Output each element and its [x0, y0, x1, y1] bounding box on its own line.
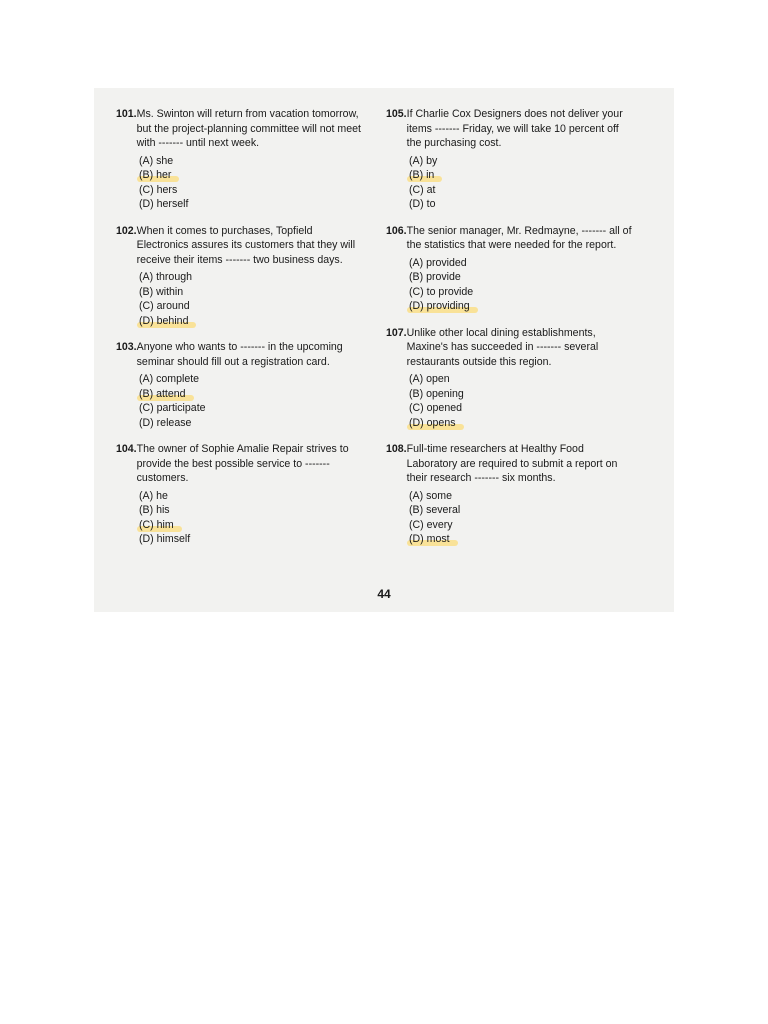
question-stem	[386, 224, 636, 253]
answer-option	[409, 256, 467, 271]
option-label: (B) his	[139, 504, 170, 516]
question-text: The owner of Sophie Amalie Repair strives to provide the best possible service to ------- customers.	[136, 443, 349, 484]
question-item	[116, 442, 364, 547]
option-label: (A) by	[409, 154, 438, 167]
answer-option	[409, 270, 461, 285]
option-label: (D) release	[139, 416, 192, 429]
option-label: (B) her	[139, 169, 172, 181]
answer-option-highlighted	[409, 416, 456, 431]
right-question-column	[386, 107, 636, 559]
answer-option	[139, 183, 177, 198]
option-label: (A) some	[409, 489, 452, 502]
question-stem	[116, 107, 364, 151]
option-label: (C) opened	[409, 402, 462, 414]
option-label: (D) most	[409, 533, 450, 545]
answer-option	[409, 387, 464, 402]
answer-option	[139, 416, 191, 431]
question-item	[386, 107, 636, 212]
option-label: (D) behind	[139, 314, 189, 327]
answer-option	[139, 154, 173, 169]
answer-options	[386, 489, 636, 547]
answer-option	[409, 285, 473, 300]
answer-options	[386, 256, 636, 314]
question-item	[386, 442, 636, 547]
question-stem	[386, 107, 636, 151]
answer-option-highlighted	[409, 532, 450, 547]
answer-options	[116, 154, 364, 212]
left-question-column	[116, 107, 364, 559]
option-label: (D) providing	[409, 300, 470, 312]
option-label: (B) provide	[409, 271, 461, 283]
question-stem	[116, 340, 364, 369]
answer-option	[139, 489, 168, 504]
question-text: Ms. Swinton will return from vacation tomorrow, but the project-planning committee will not meet with ------- until next week.	[136, 108, 361, 149]
answer-option	[409, 489, 452, 504]
question-number: 103.	[116, 341, 137, 353]
answer-options	[386, 154, 636, 212]
answer-option	[139, 503, 170, 518]
answer-option	[139, 270, 192, 285]
question-stem	[386, 326, 636, 370]
option-label: (D) herself	[139, 198, 189, 210]
option-label: (B) within	[139, 285, 184, 298]
question-text: When it comes to purchases, Topfield Electronics assures its customers that they will receive their items ------- two business days.	[136, 224, 356, 266]
question-text: Full-time researchers at Healthy Food Laboratory are required to submit a report on their research ------- six months.	[406, 443, 618, 484]
question-stem	[116, 224, 364, 268]
answer-option-highlighted	[139, 518, 174, 533]
option-label: (D) to	[409, 198, 436, 210]
question-stem	[116, 442, 364, 486]
question-number: 104.	[116, 443, 137, 455]
option-label: (C) at	[409, 183, 436, 196]
answer-option	[139, 401, 206, 416]
answer-option	[409, 503, 460, 518]
question-item	[116, 224, 364, 329]
answer-option	[139, 372, 199, 387]
question-text: Anyone who wants to ------- in the upcoming seminar should fill out a registration card.	[136, 341, 343, 368]
question-number: 107.	[386, 326, 407, 339]
answer-option-highlighted	[139, 387, 186, 402]
answer-options	[116, 489, 364, 547]
question-item	[386, 224, 636, 314]
option-label: (C) to provide	[409, 285, 474, 298]
answer-option-highlighted	[409, 168, 434, 183]
answer-option	[139, 532, 190, 547]
question-number: 105.	[386, 108, 407, 120]
answer-option	[409, 518, 453, 533]
question-number: 106.	[386, 224, 407, 237]
question-item	[116, 107, 364, 212]
answer-options	[116, 270, 364, 328]
option-label: (A) she	[139, 154, 174, 167]
option-label: (C) participate	[139, 402, 206, 414]
question-text: The senior manager, Mr. Redmayne, ------- all of the statistics that were needed for the report.	[406, 224, 632, 251]
question-number: 108.	[386, 443, 407, 455]
answer-option	[139, 197, 188, 212]
question-number: 101.	[116, 108, 137, 120]
answer-option-highlighted	[139, 314, 188, 329]
question-text: Unlike other local dining establishments, Maxine's has succeeded in ------- several restaurants outside this region.	[406, 326, 599, 368]
option-label: (B) in	[409, 169, 435, 181]
option-label: (B) opening	[409, 387, 464, 400]
answer-option-highlighted	[409, 299, 470, 314]
answer-option	[409, 183, 435, 198]
answer-options	[116, 372, 364, 430]
option-label: (B) attend	[139, 387, 186, 400]
question-item	[116, 340, 364, 430]
answer-option	[139, 285, 183, 300]
page-number: 44	[377, 587, 391, 601]
answer-option	[409, 197, 435, 212]
answer-option	[409, 154, 437, 169]
question-text: If Charlie Cox Designers does not deliver your items ------- Friday, we will take 10 percent off the purchasing cost.	[406, 108, 623, 149]
option-label: (A) provided	[409, 256, 467, 269]
option-label: (D) opens	[409, 416, 456, 429]
option-label: (B) several	[409, 504, 461, 516]
option-label: (C) him	[139, 518, 174, 531]
answer-option	[139, 299, 190, 314]
question-number: 102.	[116, 224, 137, 237]
answer-options	[386, 372, 636, 430]
option-label: (A) he	[139, 489, 168, 502]
question-item	[386, 326, 636, 431]
option-label: (A) complete	[139, 373, 200, 385]
question-stem	[386, 442, 636, 486]
answer-option-highlighted	[139, 168, 171, 183]
option-label: (A) through	[139, 271, 192, 283]
option-label: (C) around	[139, 300, 190, 312]
answer-option	[409, 372, 450, 387]
option-label: (D) himself	[139, 533, 191, 545]
option-label: (A) open	[409, 373, 450, 385]
option-label: (C) hers	[139, 183, 178, 196]
answer-option	[409, 401, 462, 416]
option-label: (C) every	[409, 518, 453, 531]
